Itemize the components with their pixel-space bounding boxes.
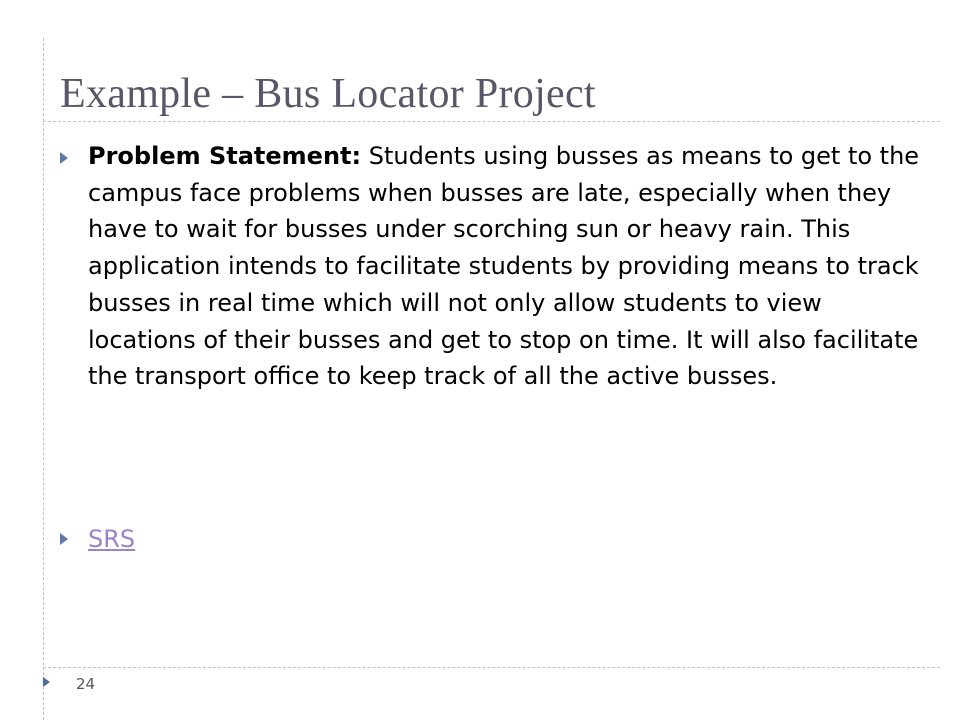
problem-statement-text: Students using busses as means to get to the campus face problems when busses are late, especially when they have to wait for busses under scorching sun or heavy rain. This application intends to facilitate students by providing means to track busses in real time which will not only allow students to view locations of their busses and get to stop on time. It will also facilitate the transport office to keep track of all the active busses. [88,142,920,391]
problem-statement-label: Problem Statement: [88,142,362,170]
footer-triangle-icon [43,677,50,687]
left-dashed-rule [43,38,45,720]
problem-statement [88,138,928,395]
slide-title: Example – Bus Locator Project [60,71,596,117]
page-number: 24 [76,675,96,693]
srs-link[interactable]: SRS [88,525,136,553]
footer-divider [43,667,940,668]
title-divider [43,121,940,122]
triangle-right-icon [60,152,68,164]
triangle-right-icon [60,533,68,545]
